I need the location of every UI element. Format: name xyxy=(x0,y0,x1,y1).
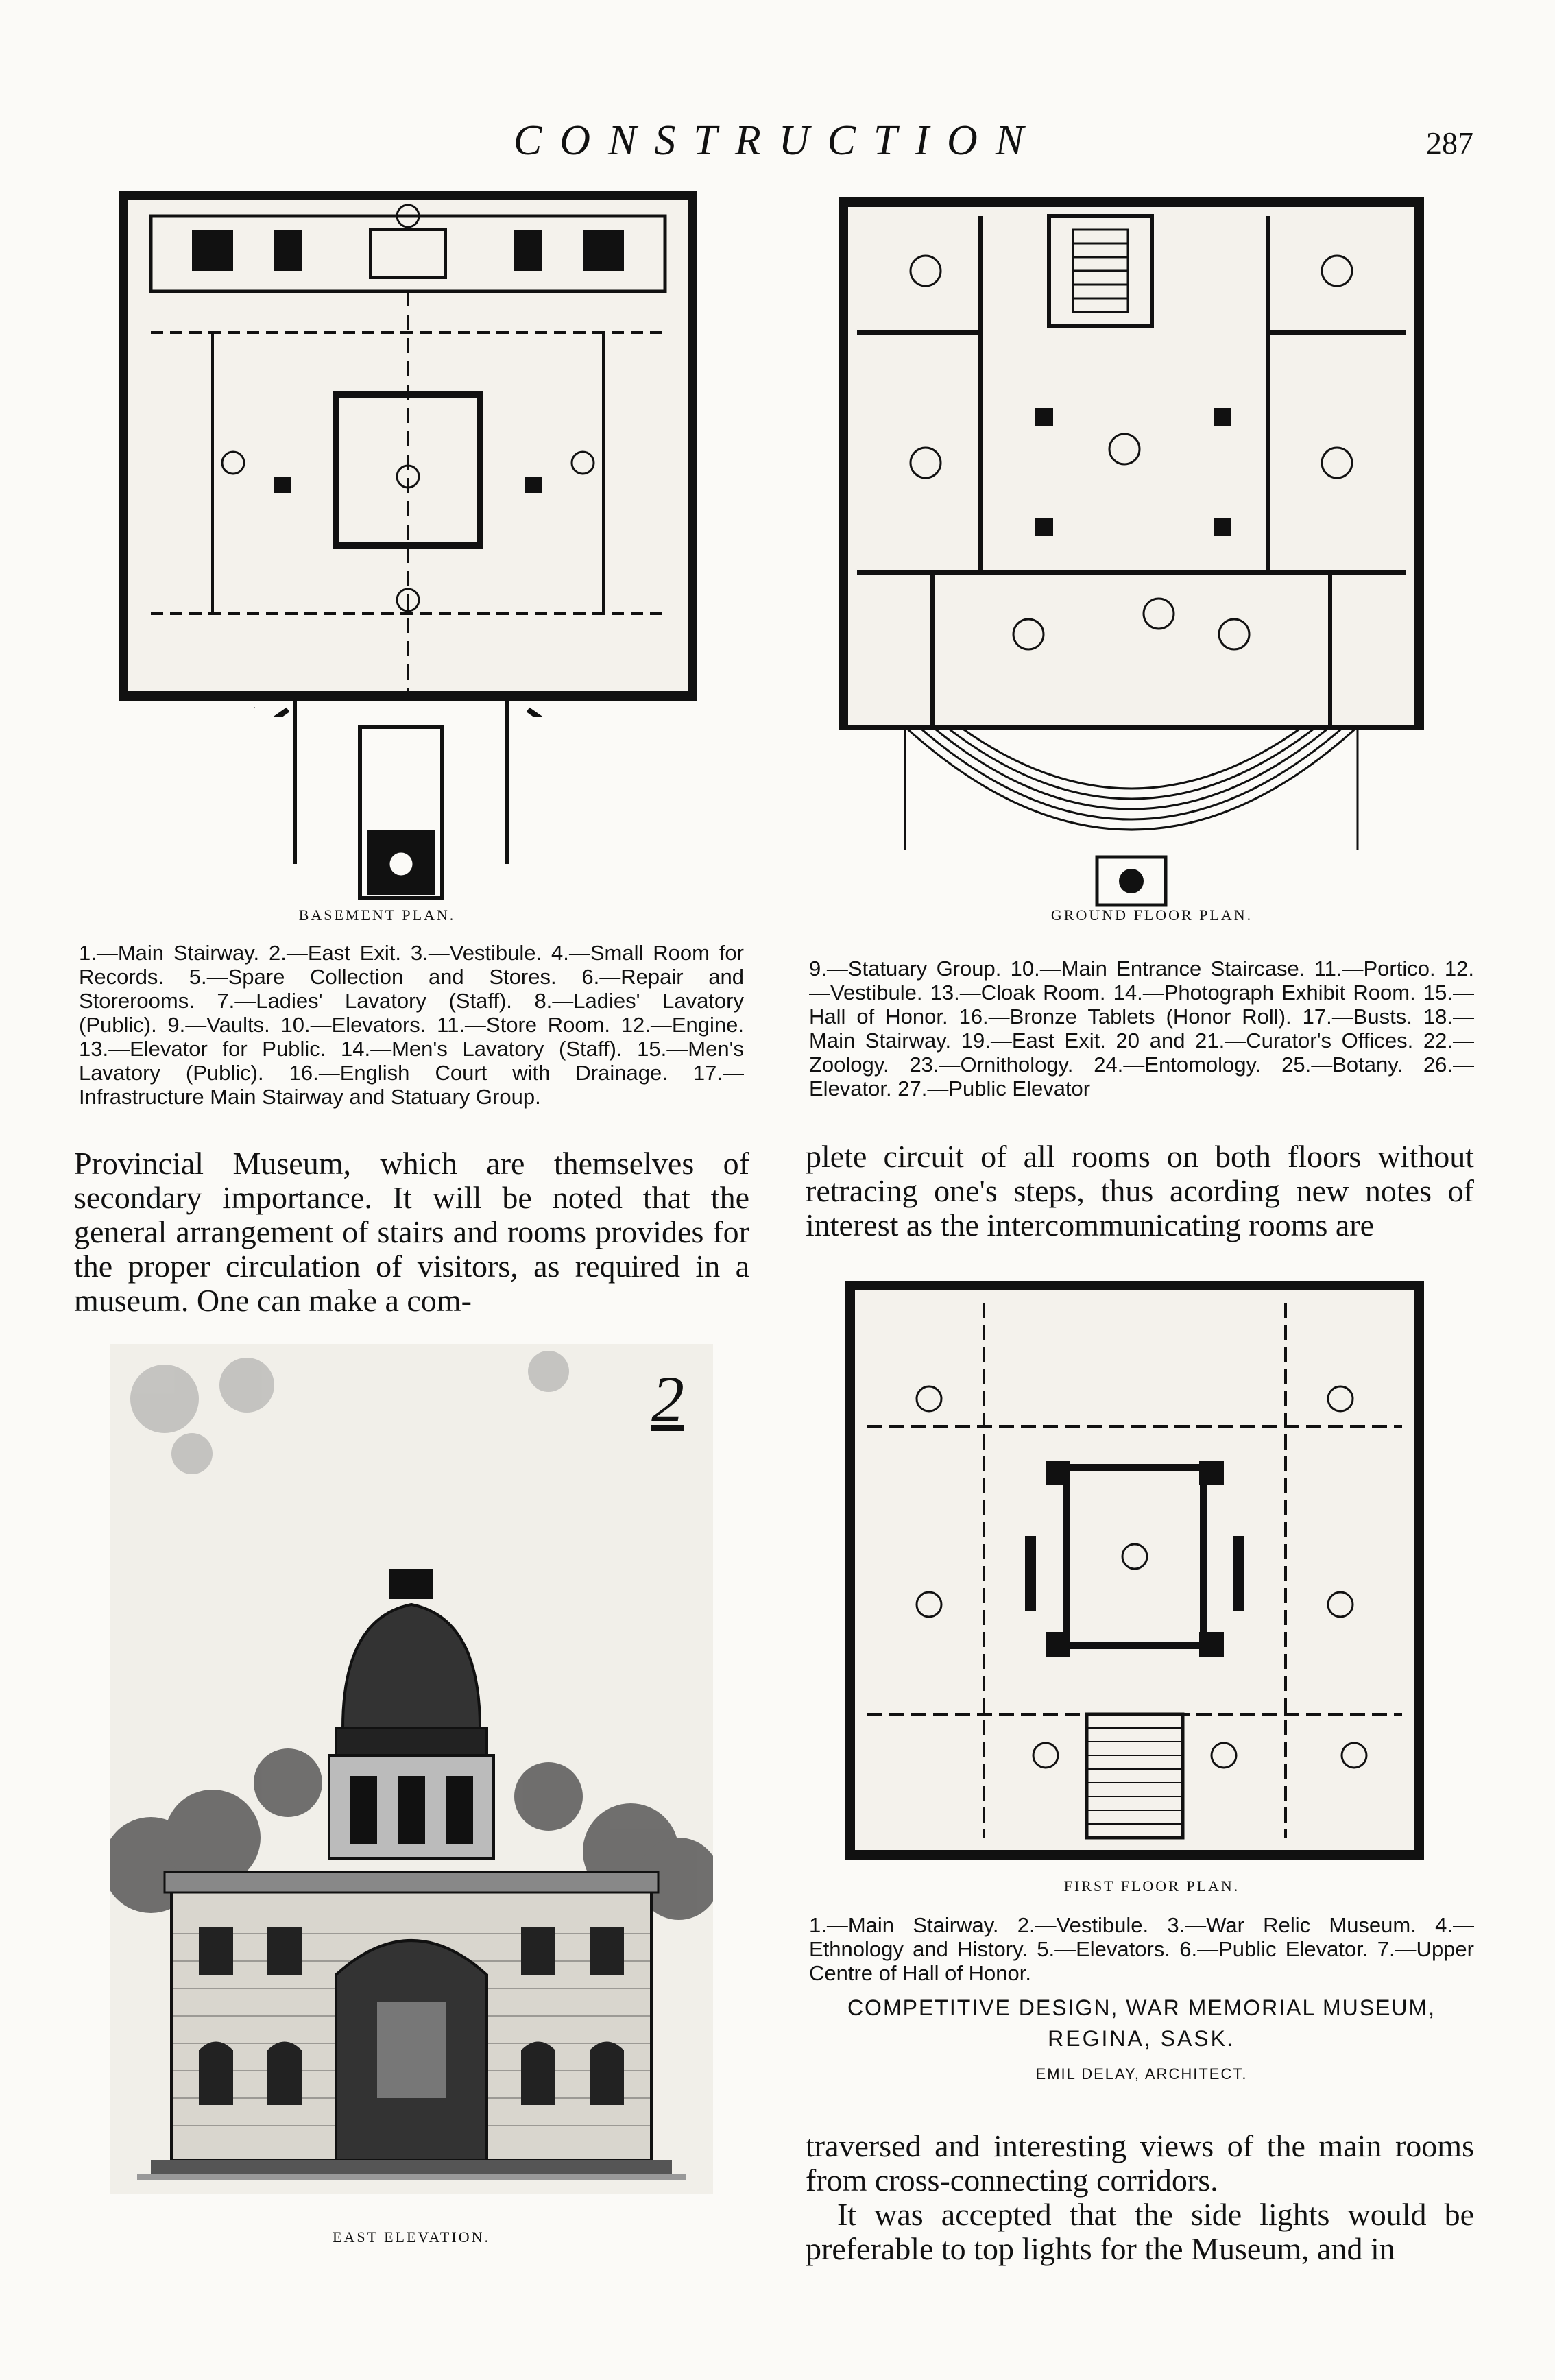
legend-item: 2.—Vestibule. xyxy=(1017,1913,1168,1937)
first-floor-plan-caption: FIRST FLOOR PLAN. xyxy=(1063,1877,1240,1895)
legend-item: 27.—Public Elevator xyxy=(897,1077,1091,1101)
legend-item: 10.—Elevators. xyxy=(280,1013,437,1037)
legend-item: 4.—Small Room for Records. xyxy=(79,941,744,989)
basement-legend xyxy=(79,941,744,1109)
legend-item: 1.—Main Stairway. xyxy=(809,1913,1017,1937)
legend-item: 7.—Upper Centre of Hall of Honor. xyxy=(809,1937,1474,1985)
page-number: 287 xyxy=(1426,125,1473,160)
body-paragraph: It was accepted that the side lights would be preferable to top lights for the Museum, and in xyxy=(806,2197,1474,2266)
architect-credit: EMIL DELAY, ARCHITECT. xyxy=(1035,2065,1248,2082)
legend-item: 15.—Men's Lavatory (Public). xyxy=(79,1037,744,1085)
legend-item: 9.—Statuary Group. xyxy=(809,957,1011,981)
legend-item: 7.—Ladies' Lavatory (Staff). xyxy=(217,989,535,1013)
ground-floor-plan-svg xyxy=(830,189,1433,730)
right-column-text-top xyxy=(806,1140,1474,1242)
legend-item: 13.—Cloak Room. xyxy=(930,981,1113,1005)
legend-item: 11.—Store Room. xyxy=(437,1013,621,1037)
legend-item: 1.—Main Stairway. xyxy=(79,941,269,965)
legend-item: 10.—Main Entrance Staircase. xyxy=(1010,957,1314,981)
legend-item: 20 and 21.—Curator's Offices. xyxy=(1116,1029,1423,1053)
basement-plan-caption: BASEMENT PLAN. xyxy=(298,906,456,924)
legend-item: 6.—Repair and Storerooms. xyxy=(79,965,744,1013)
legend-item: 3.—Vestibule. xyxy=(410,941,552,965)
legend-item: 11.—Portico. xyxy=(1314,957,1445,981)
legend-item: 2.—East Exit. xyxy=(268,941,411,965)
legend-item: 5.—Elevators. xyxy=(1037,1937,1180,1961)
body-paragraph: traversed and interesting views of the main rooms from cross-connecting corridors. xyxy=(806,2128,1474,2198)
legend-item: 4.—Ethnology and History. xyxy=(809,1913,1474,1961)
left-column-text xyxy=(74,1146,749,1318)
legend-item: 3.—War Relic Museum. xyxy=(1167,1913,1436,1937)
legend-item: 8.—Ladies' Lavatory (Public). xyxy=(79,989,744,1037)
ground-floor-steps xyxy=(891,727,1371,912)
ground-floor-plan-caption: GROUND FLOOR PLAN. xyxy=(1050,906,1253,924)
legend-item: 16.—Bronze Tablets (Honor Roll). xyxy=(959,1005,1303,1029)
legend-item: 25.—Botany. xyxy=(1281,1053,1423,1077)
legend-item: 16.—English Court with Drainage. xyxy=(289,1061,693,1085)
competition-title: COMPETITIVE DESIGN, WAR MEMORIAL MUSEUM, xyxy=(847,1995,1436,2020)
legend-item: 18.—Main Stairway. xyxy=(809,1005,1474,1053)
legend-item: 12.—Vestibule. xyxy=(809,957,1474,1005)
legend-item: 9.—Vaults. xyxy=(167,1013,281,1037)
east-elevation-drawing xyxy=(110,1344,713,2194)
legend-item: 15.—Hall of Honor. xyxy=(809,981,1474,1029)
competition-subtitle: REGINA, SASK. xyxy=(1048,2026,1235,2051)
legend-item: 12.—Engine. xyxy=(620,1013,744,1037)
legend-item: 13.—Elevator for Public. xyxy=(79,1037,341,1061)
legend-item: 6.—Public Elevator. xyxy=(1179,1937,1377,1961)
first-floor-plan-drawing xyxy=(840,1275,1430,1865)
legend-item: 14.—Photograph Exhibit Room. xyxy=(1113,981,1423,1005)
running-header: CONSTRUCTION xyxy=(513,117,1042,164)
legend-item: 24.—Entomology. xyxy=(1094,1053,1282,1077)
legend-item: 17.—Infrastructure Main Stairway and Statuary Group. xyxy=(79,1061,744,1109)
east-elevation-caption: EAST ELEVATION. xyxy=(333,2228,490,2246)
legend-item: 22.—Zoology. xyxy=(809,1029,1475,1077)
body-paragraph: Provincial Museum, which are themselves of secondary importance. It will be noted that the general arrangement of stairs and rooms provides for the proper circulation of visitors, as required in a museum. One can make a com- xyxy=(74,1146,749,1318)
legend-item: 5.—Spare Collection and Stores. xyxy=(189,965,582,989)
first-floor-plan-svg xyxy=(840,1275,1430,1865)
first-floor-legend xyxy=(809,1913,1474,1985)
ground-floor-legend xyxy=(809,957,1474,1101)
right-column-text-bottom xyxy=(806,2129,1474,2266)
legend-item: 23.—Ornithology. xyxy=(909,1053,1094,1077)
figure-numeral: 2 xyxy=(651,1362,684,1436)
legend-item: 26.—Elevator. xyxy=(809,1053,1474,1101)
legend-item: 14.—Men's Lavatory (Staff). xyxy=(341,1037,638,1061)
basement-plan-svg xyxy=(110,189,706,717)
legend-item: 17.—Busts. xyxy=(1302,1005,1423,1029)
basement-plan-drawing xyxy=(110,189,706,717)
body-paragraph: plete circuit of all rooms on both floors without retracing one's steps, thus acording new notes of interest as the intercommunicating rooms are xyxy=(806,1139,1474,1242)
east-elevation-svg xyxy=(110,1344,713,2194)
ground-floor-plan-drawing xyxy=(830,189,1433,730)
basement-approach xyxy=(254,699,549,905)
legend-item: 19.—East Exit. xyxy=(961,1029,1116,1053)
